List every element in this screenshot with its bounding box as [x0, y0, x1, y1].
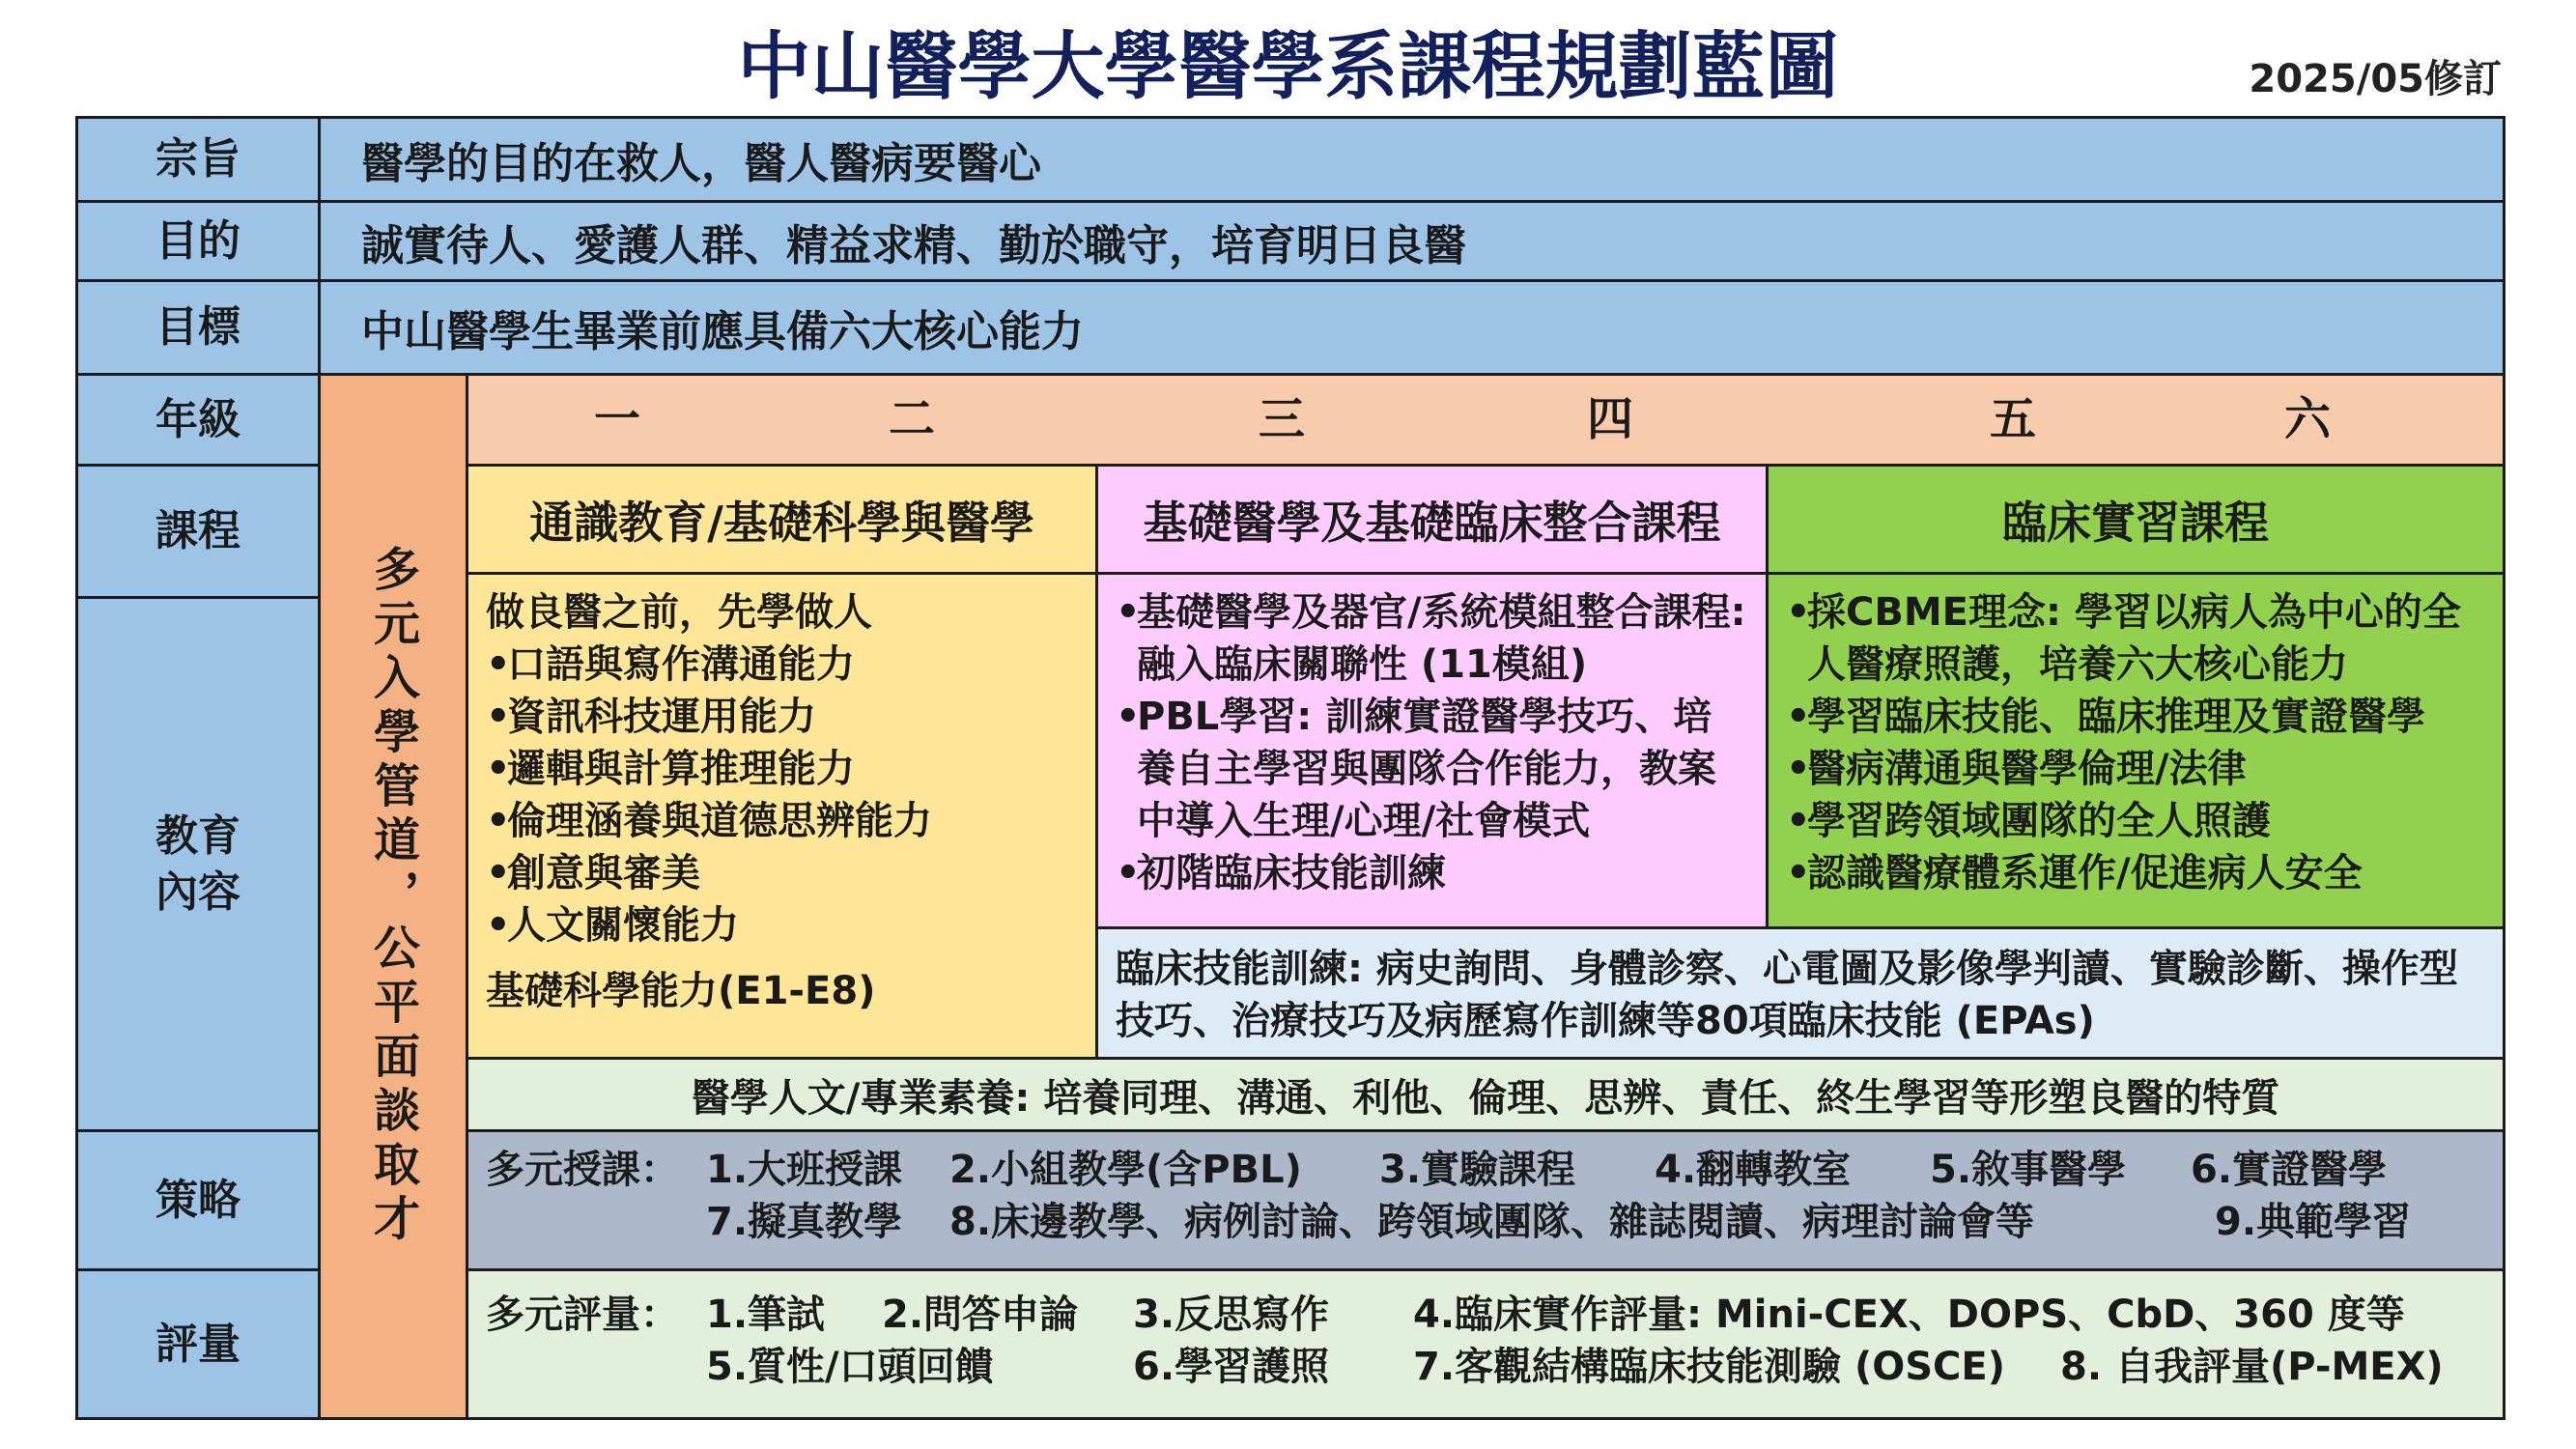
list-item: • 醫病溝通與醫學倫理/法律: [1786, 747, 2247, 791]
clinical-content: [1766, 572, 2505, 929]
strategy-prefix: 多元授課：: [486, 1148, 679, 1192]
list-item: 2.問答申論: [882, 1293, 1079, 1337]
list-item: 1.大班授課: [706, 1148, 903, 1192]
grade-6: 六: [2284, 392, 2332, 446]
label-curriculum: 課程: [75, 464, 321, 599]
list-item: 9.典範學習: [2215, 1200, 2412, 1244]
clinical-skills-text: 臨床技能訓練: 病史詢問、身體診察、心電圖及影像學判讀、實驗診斷、操作型技巧、治療技巧及病歷寫作訓練等80項臨床技能 (EPAs): [1095, 926, 2505, 1060]
assessment-prefix: 多元評量：: [486, 1293, 679, 1337]
label-strategy: 策略: [75, 1129, 321, 1271]
admission-column: [318, 373, 468, 1420]
list-item: 5.敘事醫學: [1930, 1148, 2127, 1192]
label-goal: 目標: [75, 279, 321, 376]
list-item: • 初階臨床技能訓練: [1116, 851, 1446, 895]
assessment-content: [466, 1268, 2505, 1420]
strategy-content: [466, 1129, 2505, 1271]
grade-1: 一: [594, 392, 641, 446]
page-title: 中山醫學大學醫學系課程規劃藍圖: [0, 8, 2576, 124]
curriculum-clinical-header: 臨床實習課程: [1766, 464, 2505, 575]
list-item: • 人文關懷能力: [486, 903, 739, 948]
label-education: 教育內容: [75, 596, 321, 1132]
list-item: • 基礎醫學及器官/系統模組整合課程: 融入臨床關聯性 (11模組): [1116, 590, 1746, 687]
grade-2: 二: [889, 392, 936, 446]
general-content: [466, 572, 1098, 1060]
general-outro: 基礎科學能力(E1-E8): [486, 969, 876, 1013]
aim-text: 誠實待人、愛護人群、精益求精、勤於職守，培育明日良醫: [318, 200, 2505, 282]
grade-5: 五: [1990, 392, 2037, 446]
humanities-text: 醫學人文/專業素養: 培養同理、溝通、利他、倫理、思辨、責任、終生學習等形塑良醫的特質: [466, 1057, 2505, 1132]
list-item: 2.小組教學(含PBL): [949, 1148, 1302, 1192]
list-item: 7.擬真教學: [706, 1200, 903, 1244]
list-item: 4.臨床實作評量: Mini-CEX、DOPS、CbD、360 度等: [1413, 1293, 2405, 1337]
label-grade: 年級: [75, 373, 321, 467]
list-item: • 資訊科技運用能力: [486, 695, 816, 739]
list-item: • PBL學習: 訓練實證醫學技巧、培養自主學習與團隊合作能力，教案中導入生理/心理/社會模式: [1116, 695, 1716, 843]
admission-text: 多元入學管道，公平面談取才: [365, 545, 420, 1248]
list-item: 3.實驗課程: [1379, 1148, 1576, 1192]
grade-3: 三: [1259, 392, 1306, 446]
revision-date: 2025/05修訂: [2249, 57, 2502, 101]
curriculum-general-header: 通識教育/基礎科學與醫學: [466, 464, 1098, 575]
list-item: 6.學習護照: [1133, 1345, 1330, 1389]
list-item: 5.質性/口頭回饋: [706, 1345, 994, 1389]
list-item: • 口語與寫作溝通能力: [486, 642, 855, 687]
list-item: 4.翻轉教室: [1655, 1148, 1852, 1192]
list-item: 7.客觀結構臨床技能測驗 (OSCE): [1413, 1345, 2006, 1389]
goal-text: 中山醫學生畢業前應具備六大核心能力: [318, 279, 2505, 376]
list-item: • 學習臨床技能、臨床推理及實證醫學: [1786, 695, 2425, 739]
grade-4: 四: [1587, 392, 1634, 446]
label-purpose: 宗旨: [75, 116, 321, 203]
label-assessment: 評量: [75, 1268, 321, 1420]
list-item: 8.床邊教學、病例討論、跨領域團隊、雜誌閱讀、病理討論會等: [949, 1200, 2035, 1244]
curriculum-basic-header: 基礎醫學及基礎臨床整合課程: [1095, 464, 1769, 575]
general-intro: 做良醫之前，先學做人: [486, 590, 872, 635]
list-item: 6.實證醫學: [2191, 1148, 2388, 1192]
label-aim: 目的: [75, 200, 321, 282]
list-item: 8. 自我評量(P-MEX): [2060, 1345, 2444, 1389]
list-item: 3.反思寫作: [1133, 1293, 1330, 1337]
basic-content: [1095, 572, 1769, 929]
list-item: • 創意與審美: [486, 851, 700, 895]
list-item: • 倫理涵養與道德思辨能力: [486, 799, 932, 843]
list-item: • 邏輯與計算推理能力: [486, 747, 855, 791]
purpose-text: 醫學的目的在救人，醫人醫病要醫心: [318, 116, 2505, 203]
list-item: • 採CBME理念: 學習以病人為中心的全人醫療照護，培養六大核心能力: [1786, 590, 2461, 687]
grade-row: [466, 373, 2505, 467]
list-item: • 認識醫療體系運作/促進病人安全: [1786, 851, 2363, 895]
list-item: • 學習跨領域團隊的全人照護: [1786, 799, 2271, 843]
list-item: 1.筆試: [706, 1293, 826, 1337]
